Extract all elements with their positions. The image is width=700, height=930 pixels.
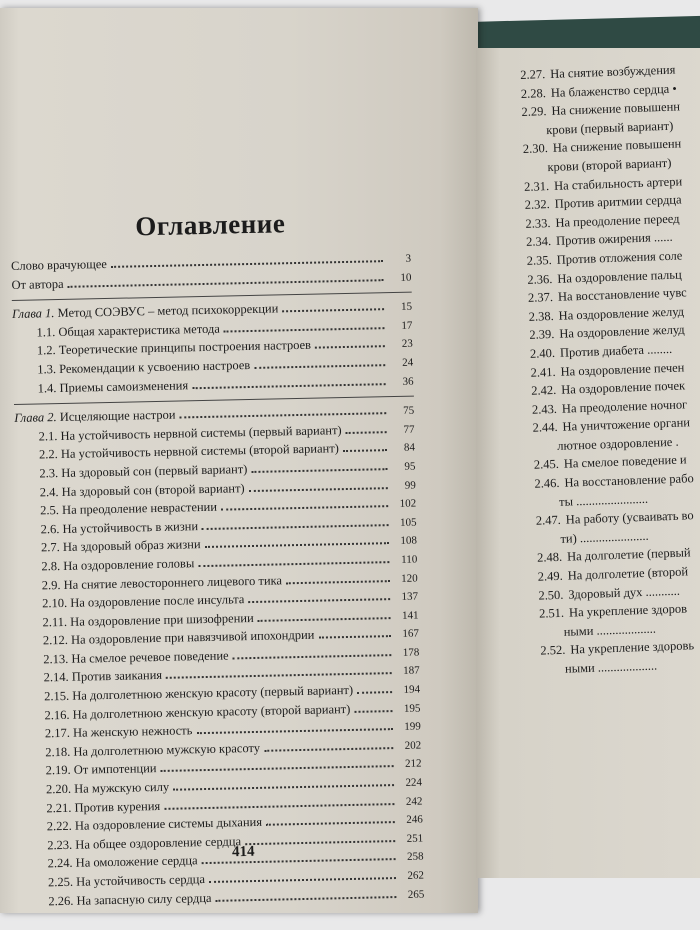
dot-leader xyxy=(266,821,395,826)
toc-entry-title: На оздоровление печен xyxy=(560,359,685,379)
toc-entry-number: 2.42. xyxy=(531,383,557,398)
toc-entry-number: 2.30. xyxy=(522,141,549,157)
toc-entry-number: 1.1. xyxy=(36,324,56,340)
toc-entry-title: Против ожирения ...... xyxy=(555,230,673,249)
toc-entry-title: На оздоровление головы xyxy=(63,556,195,573)
toc-entry-title: Исцеляющие настрои xyxy=(59,407,176,425)
toc-entry-number: 2.22. xyxy=(46,819,72,834)
toc-entry-title: От автора xyxy=(11,276,64,292)
toc-title: Оглавление xyxy=(134,208,286,242)
toc-entry-title: На снятие левостороннего лицевого тика xyxy=(63,572,283,592)
toc-entry-title: На оздоровление системы дыхания xyxy=(74,815,263,833)
toc-entry-title: На устойчивость в жизни xyxy=(62,518,199,536)
dot-leader xyxy=(346,431,387,434)
toc-entry-number: 2.37. xyxy=(527,290,554,305)
toc-entry-title: На запасную силу сердца xyxy=(76,890,212,908)
toc-page-number: 17 xyxy=(401,319,413,332)
dot-leader xyxy=(209,877,396,883)
toc-page-number: 84 xyxy=(403,441,416,455)
toc-entry-title: На работу (усваивать во xyxy=(565,508,694,527)
toc-entry-title: На долголетнюю мужскую красоту xyxy=(73,740,261,759)
toc-entry-title: На снижение повышенн xyxy=(551,99,681,119)
toc-entry-title: Слово врачующее xyxy=(10,256,108,273)
toc-entry-title: лютное оздоровление . xyxy=(556,434,679,453)
toc-page-number: 251 xyxy=(406,832,424,845)
toc-entry-title: На снижение повышенн xyxy=(552,136,682,156)
toc-entry-text xyxy=(11,276,63,292)
toc-entry-title: На восстановление чувс xyxy=(557,285,687,304)
dot-leader xyxy=(251,468,387,473)
toc-page-number: 137 xyxy=(401,590,419,603)
dot-leader xyxy=(196,728,392,734)
toc-page-number: 95 xyxy=(404,460,416,473)
toc-entry-text xyxy=(48,872,205,890)
table-of-contents xyxy=(10,206,425,913)
toc-entry-text xyxy=(40,519,198,537)
toc-entry-number: Глава 2. xyxy=(14,410,57,426)
dot-leader xyxy=(357,691,392,694)
toc-entry-number: 2.33. xyxy=(525,215,551,231)
dot-leader xyxy=(68,279,384,288)
toc-entry-title: На оздоровление при навязчивой ипохондрии xyxy=(70,628,315,648)
toc-entry-number: 2.20. xyxy=(45,781,72,797)
toc-entry-number: 2.29. xyxy=(521,104,547,120)
toc-page-number: 194 xyxy=(403,683,421,696)
dot-leader xyxy=(205,542,389,548)
dot-leader xyxy=(224,327,385,332)
dot-leader xyxy=(233,654,392,659)
toc-entry-title: На устойчивость сердца xyxy=(75,872,206,889)
toc-entry-title: ти) ...................... xyxy=(560,528,649,546)
page-number: 414 xyxy=(231,843,255,861)
toc-entry-number: 2.7. xyxy=(40,540,60,555)
toc-entry-number: 2.14. xyxy=(43,670,69,685)
dot-leader xyxy=(258,617,391,622)
toc-entry-number: 2.52. xyxy=(540,643,566,659)
toc-entry-text xyxy=(46,761,157,778)
dot-leader xyxy=(202,524,389,530)
toc-entry-number: 2.43. xyxy=(531,401,558,417)
toc-entry-title: На преодоление переед xyxy=(555,211,680,230)
dot-leader xyxy=(248,598,390,603)
toc-entry-title: ными ................... xyxy=(563,621,657,639)
toc-entry-number: 1.2. xyxy=(36,343,56,358)
toc-entry-number: 2.11. xyxy=(42,614,68,630)
dot-leader xyxy=(221,505,388,511)
toc-entry-text xyxy=(42,592,245,611)
toc-entry-title: На оздоровление желуд xyxy=(558,304,685,323)
toc-entry-text xyxy=(12,302,279,323)
toc-entry-number: 2.28. xyxy=(520,85,547,101)
dot-leader xyxy=(166,673,392,680)
toc-page-number: 110 xyxy=(401,553,418,566)
toc-entry-number: 2.48. xyxy=(536,550,563,566)
toc-page-number: 77 xyxy=(403,423,415,436)
toc-entry-number: 2.32. xyxy=(524,197,551,213)
toc-entry-title: Общая характеристика метода xyxy=(58,321,221,339)
toc-entry-number: 2.34. xyxy=(525,234,552,250)
toc-entry-number: 2.19. xyxy=(45,763,71,778)
toc-entry-title: На восстановление рабо xyxy=(564,471,694,490)
toc-entry-title: На здоровый сон (первый вариант) xyxy=(61,462,248,480)
toc-entry-title: крови (первый вариант) xyxy=(545,118,674,137)
toc-entry-title: На долголетие (первый xyxy=(566,545,691,565)
toc-entry-number: 2.25. xyxy=(47,874,74,890)
toc-entry-text xyxy=(44,668,163,685)
toc-entry-title: На смелое поведение и xyxy=(563,452,687,472)
toc-page-number: 224 xyxy=(405,776,423,789)
toc-page-number: 262 xyxy=(407,869,425,882)
dot-leader xyxy=(286,580,390,584)
toc-entry-text xyxy=(47,815,263,835)
dot-leader xyxy=(249,487,388,492)
toc-entry-title: ты ....................... xyxy=(558,491,649,509)
toc-entry-number: 2.12. xyxy=(42,633,69,648)
toc-entry-number: 2.4. xyxy=(39,484,59,499)
toc-entry-title: На стабильность артери xyxy=(553,173,683,193)
toc-entry-title: На оздоровление при шизофрении xyxy=(70,610,254,629)
dot-leader xyxy=(254,364,385,369)
toc-entry-number: 2.44. xyxy=(532,420,558,436)
toc-entry-title: Против отложения соле xyxy=(556,248,683,267)
toc-entry-title: На оздоровление пальц xyxy=(557,267,682,286)
toc-entry-number: Глава 1. xyxy=(11,306,55,322)
toc-entry-text xyxy=(14,408,176,426)
dot-leader xyxy=(315,346,385,349)
dot-leader xyxy=(264,747,393,752)
dot-leader xyxy=(180,412,387,418)
toc-entry-text xyxy=(43,648,229,667)
dot-leader xyxy=(164,803,394,810)
toc-page-number: 199 xyxy=(404,720,421,734)
toc-entry-title: На оздоровление желуд xyxy=(559,322,685,342)
toc-continuation xyxy=(520,60,700,681)
dot-leader xyxy=(343,449,387,452)
toc-page-number: 105 xyxy=(399,516,417,529)
dot-leader xyxy=(318,635,391,639)
dot-leader xyxy=(173,784,394,791)
toc-entry-text xyxy=(47,834,241,853)
toc-page-number: 36 xyxy=(402,375,414,388)
toc-entry-number: 2.46. xyxy=(534,475,560,491)
dot-leader xyxy=(198,561,389,567)
toc-entry-title: Против диабета ........ xyxy=(559,341,673,360)
toc-entry-title: На устойчивость нервной системы (второй вариант) xyxy=(60,441,340,462)
toc-entry-number: 2.51. xyxy=(538,606,565,621)
toc-entry-number: 2.13. xyxy=(43,651,69,667)
toc-page-number: 178 xyxy=(402,646,420,659)
toc-entry-text xyxy=(38,378,189,396)
toc-page-number: 120 xyxy=(401,572,418,585)
toc-entry-number: 2.35. xyxy=(526,252,552,268)
toc-entry-number: 2.10. xyxy=(42,595,68,611)
toc-page-number: 265 xyxy=(407,888,425,901)
toc-entry-title: Против заикания xyxy=(71,668,163,685)
toc-entry-title: На устойчивость нервной системы (первый вариант) xyxy=(60,422,342,443)
toc-entry-title: На мужскую силу xyxy=(74,779,170,796)
toc-entry-text xyxy=(37,358,250,377)
toc-page-number: 75 xyxy=(403,404,415,417)
toc-entry-title: На здоровый образ жизни xyxy=(62,537,201,555)
dot-leader xyxy=(111,260,383,268)
toc-entry-number: 2.6. xyxy=(40,521,60,537)
toc-entry-number: 2.17. xyxy=(44,726,71,741)
toc-entry-text xyxy=(11,257,107,274)
toc-entry-number: 2.47. xyxy=(535,513,562,528)
toc-entry-number: 2.24. xyxy=(47,856,73,871)
toc-entry-title: На долголетнюю женскую красоту (второй вариант) xyxy=(72,701,351,722)
toc-page-number: 15 xyxy=(400,300,413,314)
dot-leader xyxy=(216,896,397,902)
toc-entry-number: 2.45. xyxy=(533,457,560,473)
toc-entry-number: 2.41. xyxy=(530,364,556,380)
toc-entry-text xyxy=(48,891,211,909)
toc-page-number: 242 xyxy=(405,795,423,808)
toc-entry-text xyxy=(40,481,245,500)
toc-page-number: 141 xyxy=(401,609,419,622)
left-page xyxy=(0,8,478,913)
toc-entry-number: 2.2. xyxy=(38,447,58,462)
toc-entry-number: 2.38. xyxy=(528,308,554,324)
toc-entry-text xyxy=(46,799,160,816)
toc-entry-title: ными ................... xyxy=(564,658,658,676)
toc-entry-number: 2.18. xyxy=(45,744,71,760)
toc-entry-title: На смелое речевое поведение xyxy=(71,648,229,666)
toc-page-number: 99 xyxy=(404,479,416,492)
toc-page-number: 246 xyxy=(406,813,423,827)
toc-entry-number: 2.49. xyxy=(537,568,563,584)
dot-leader xyxy=(245,840,395,845)
dot-leader xyxy=(192,383,385,389)
toc-page-number: 10 xyxy=(400,271,412,284)
toc-entry-number: 2.36. xyxy=(527,271,553,287)
toc-page-number: 187 xyxy=(403,664,420,678)
toc-entry-text xyxy=(41,537,201,555)
toc-entry-title: От импотенции xyxy=(73,761,157,778)
toc-entry-number: 1.4. xyxy=(37,380,57,396)
toc-page-number: 23 xyxy=(401,337,413,351)
right-page xyxy=(476,48,700,878)
toc-entry-text xyxy=(45,724,193,742)
toc-entry-number: 2.3. xyxy=(39,465,59,481)
toc-entry-title: На долголетие (второй xyxy=(567,564,689,583)
dot-leader xyxy=(202,858,396,864)
toc-entry-number: 2.9. xyxy=(41,577,61,592)
toc-entry-number: 2.21. xyxy=(46,800,72,815)
toc-entry-title: На оздоровление почек xyxy=(561,378,686,397)
toc-entry-title: Против курения xyxy=(74,798,161,815)
toc-entry-text xyxy=(46,780,169,798)
toc-entry-title: На укрепление здоровь xyxy=(570,638,695,657)
toc-entry-text xyxy=(39,462,247,481)
toc-page-number: 3 xyxy=(405,252,412,265)
toc-entry-text xyxy=(42,611,253,630)
toc-entry-text xyxy=(47,854,197,872)
toc-entry-number: 2.40. xyxy=(529,345,556,361)
toc-entry-number: 2.15. xyxy=(43,688,70,704)
dot-leader xyxy=(354,710,392,713)
toc-page-number: 202 xyxy=(404,739,422,752)
toc-entry-title: крови (второй вариант) xyxy=(547,155,672,175)
toc-entry-title: Приемы самоизменения xyxy=(59,377,189,395)
toc-entry-title: На блаженство сердца • xyxy=(550,81,677,100)
dot-leader xyxy=(161,766,394,773)
toc-entry-text xyxy=(45,741,260,760)
toc-entry-number: 2.23. xyxy=(47,837,73,853)
toc-entry-title: На женскую нежность xyxy=(72,723,193,741)
toc-entry-number: 2.16. xyxy=(44,707,70,723)
toc-entry-number: 2.5. xyxy=(40,503,60,518)
toc-page-number: 102 xyxy=(399,497,417,511)
toc-entry-title: На оздоровление после инсульта xyxy=(70,592,245,610)
toc-entry-title: На омоложение сердца xyxy=(75,853,198,871)
toc-entry-number: 1.3. xyxy=(37,362,57,377)
toc-entry-number: 2.27. xyxy=(520,67,546,82)
toc-page-number: 167 xyxy=(402,627,420,641)
dot-leader xyxy=(282,308,384,312)
toc-entry-text xyxy=(36,321,220,340)
toc-page-number: 108 xyxy=(400,534,418,548)
toc-entry-title: Метод СОЭВУС – метод психокоррекции xyxy=(57,301,279,321)
toc-entry-title: Здоровый дух ........... xyxy=(568,583,681,602)
toc-page-number: 195 xyxy=(403,702,421,715)
toc-page-number: 212 xyxy=(404,757,422,771)
toc-entry-title: На уничтожение органи xyxy=(562,415,691,435)
toc-entry-number: 2.31. xyxy=(523,178,550,194)
toc-entry-title: На преодоление ночног xyxy=(561,397,688,416)
toc-page-number: 258 xyxy=(406,850,424,864)
toc-entry-number: 2.8. xyxy=(41,558,61,574)
toc-entry-title: На здоровый сон (второй вариант) xyxy=(61,480,245,499)
toc-entry-number: 2.39. xyxy=(529,327,555,343)
toc-entry-title: На преодоление неврастении xyxy=(61,499,218,518)
toc-entry-title: Теоретические принципы построения настроев xyxy=(58,338,312,358)
toc-entry-text xyxy=(40,500,217,519)
toc-page-number: 24 xyxy=(402,356,414,369)
toc-entry-text xyxy=(41,556,194,574)
toc-entry-number: 2.1. xyxy=(38,428,58,444)
toc-entry-number: 2.50. xyxy=(538,587,564,603)
toc-entry-number: 2.26. xyxy=(48,893,74,908)
toc-entry-title: Против аритмии сердца xyxy=(554,192,682,212)
toc-entry-title: На снятие возбуждения xyxy=(549,62,676,81)
toc-entry-title: Рекомендации к усвоению настроев xyxy=(58,357,251,376)
toc-list xyxy=(11,251,425,913)
toc-entry-title: На долголетнюю женскую красоту (первый вариант) xyxy=(72,682,354,703)
toc-entry-title: На укрепление здоров xyxy=(568,601,688,620)
toc-entry-title: На общее оздоровление сердца xyxy=(75,834,242,852)
